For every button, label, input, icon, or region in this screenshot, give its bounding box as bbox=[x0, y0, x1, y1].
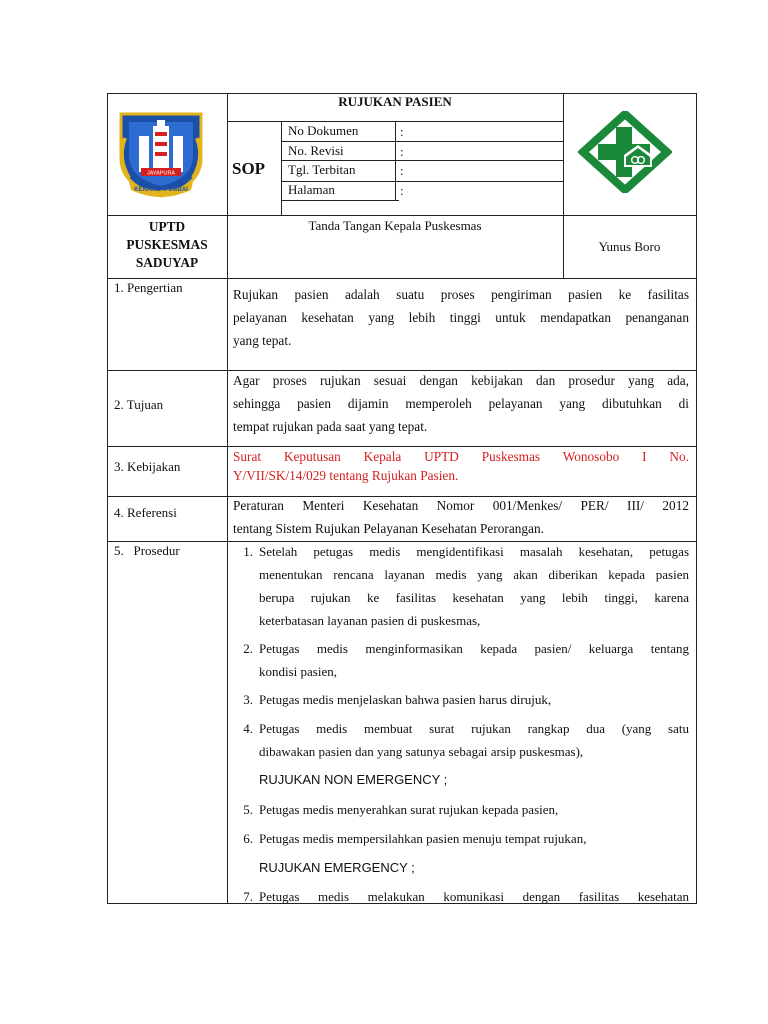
procedure-item-5 bbox=[233, 798, 689, 821]
procedure-num-5: 5. bbox=[243, 802, 253, 817]
pengertian-line-3: yang tepat. bbox=[233, 333, 292, 348]
frame-bottom bbox=[107, 903, 697, 904]
procedure-6-line-1: Petugas medis mempersilahkan pasien menuju tempat rujukan, bbox=[259, 831, 587, 846]
field-value-no-revisi: : bbox=[400, 144, 404, 159]
org-line-3: SADUYAP bbox=[135, 255, 199, 270]
kebijakan-text bbox=[233, 447, 689, 485]
org-line-2: PUSKESMAS bbox=[126, 237, 208, 252]
field-row-line-1 bbox=[281, 141, 563, 142]
procedure-1-line-1: Setelah petugas medis mengidentifikasi masalah kesehatan, petugas bbox=[259, 544, 689, 559]
procedure-num-4: 4. bbox=[243, 721, 253, 736]
procedure-num-3: 3. bbox=[243, 692, 253, 707]
procedure-num-2: 2. bbox=[243, 641, 253, 656]
referensi-line-2: tentang Sistem Rujukan Pelayanan Kesehatan Perorangan. bbox=[233, 521, 544, 536]
procedure-item-6 bbox=[233, 827, 689, 850]
procedure-num-1: 1. bbox=[243, 544, 253, 559]
section-label-referensi: 4. Referensi bbox=[114, 505, 177, 520]
procedure-4-line-2: dibawakan pasien dan yang satunya sebagai arsip puskesmas), bbox=[259, 744, 584, 759]
section-label-tujuan: 2. Tujuan bbox=[114, 397, 164, 412]
procedure-item-1 bbox=[233, 540, 689, 632]
tujuan-line-3: tempat rujukan pada saat yang tepat. bbox=[233, 419, 428, 434]
referensi-line-1: Peraturan Menteri Kesehatan Nomor 001/Menkes/ PER/ III/ 2012 bbox=[233, 498, 689, 513]
tujuan-text bbox=[233, 369, 689, 438]
procedure-2-line-1: Petugas medis menginformasikan kepada pasien/ keluarga tentang bbox=[259, 641, 689, 656]
signature-label: Tanda Tangan Kepala Puskesmas bbox=[308, 218, 482, 233]
emblem-banner-text: KENAMBAI UMBAI bbox=[134, 187, 188, 193]
procedure-num-7: 7. bbox=[243, 889, 253, 903]
head-name: Yunus Boro bbox=[598, 239, 661, 254]
kebijakan-line-1: Surat Keputusan Kepala UPTD Puskesmas Wonosobo I No. bbox=[233, 449, 689, 464]
procedure-item-7 bbox=[233, 885, 689, 903]
section-label-pengertian: 1. Pengertian bbox=[114, 280, 183, 295]
non-emergency-heading: RUJUKAN NON EMERGENCY ; bbox=[259, 772, 448, 787]
field-value-tgl-terbitan: : bbox=[400, 163, 404, 178]
field-bottom-line bbox=[281, 200, 399, 201]
section-label-prosedur: 5. Prosedur bbox=[114, 543, 180, 558]
document-title: RUJUKAN PASIEN bbox=[338, 94, 452, 109]
signature-row-bottom bbox=[107, 278, 697, 279]
pengertian-text bbox=[233, 283, 689, 352]
sop-label: SOP bbox=[232, 159, 266, 178]
procedure-item-4 bbox=[233, 717, 689, 763]
org-name bbox=[107, 218, 227, 272]
field-value-divider bbox=[395, 121, 396, 201]
org-line-1: UPTD bbox=[148, 219, 186, 234]
puskesmas-logo bbox=[578, 111, 672, 193]
referensi-text bbox=[233, 494, 689, 540]
tujuan-line-2: sehingga pasien dijamin memperoleh pelayanan yang dibutuhkan di bbox=[233, 396, 689, 411]
section-label-kebijakan: 3. Kebijakan bbox=[114, 459, 181, 474]
procedure-num-6: 6. bbox=[243, 831, 253, 846]
pengertian-line-1: Rujukan pasien adalah suatu proses pengiriman pasien ke fasilitas bbox=[233, 287, 689, 302]
field-value-no-dokumen: : bbox=[400, 124, 404, 139]
procedure-5-line-1: Petugas medis menyerahkan surat rujukan kepada pasien, bbox=[259, 802, 559, 817]
kebijakan-line-2: Y/VII/SK/14/029 tentang Rujukan Pasien. bbox=[233, 468, 459, 483]
field-row-line-2 bbox=[281, 160, 563, 161]
field-label-tgl-terbitan: Tgl. Terbitan bbox=[288, 162, 356, 177]
procedure-3-line-1: Petugas medis menjelaskan bahwa pasien harus dirujuk, bbox=[259, 692, 552, 707]
field-value-halaman: : bbox=[400, 183, 404, 198]
procedure-7-line-1: Petugas medis melakukan komunikasi dengan fasilitas kesehatan bbox=[259, 889, 689, 903]
field-label-halaman: Halaman bbox=[288, 182, 335, 197]
header-row-bottom bbox=[107, 215, 697, 216]
procedure-1-line-4: keterbatasan layanan pasien di puskesmas, bbox=[259, 613, 481, 628]
procedure-item-3 bbox=[233, 688, 689, 711]
procedure-1-line-3: berupa rujukan ke fasilitas kesehatan yang lebih tinggi, karena bbox=[259, 590, 689, 605]
regency-emblem-logo bbox=[115, 108, 207, 198]
procedure-2-line-2: kondisi pasien, bbox=[259, 664, 337, 679]
procedure-item-2 bbox=[233, 637, 689, 683]
field-label-no-dokumen: No Dokumen bbox=[288, 123, 359, 138]
field-label-no-revisi: No. Revisi bbox=[288, 143, 344, 158]
emblem-ribbon-text: JAYAPURA bbox=[146, 170, 176, 177]
tujuan-line-1: Agar proses rujukan sesuai dengan kebijakan dan prosedur yang ada, bbox=[233, 373, 689, 388]
procedure-4-line-1: Petugas medis membuat surat rujukan rangkap dua (yang satu bbox=[259, 721, 689, 736]
procedure-1-line-2: menentukan rencana layanan medis yang akan diberikan kepada pasien bbox=[259, 567, 689, 582]
emergency-heading: RUJUKAN EMERGENCY ; bbox=[259, 860, 415, 875]
pengertian-line-2: pelayanan kesehatan yang lebih tinggi untuk mendapatkan penanganan bbox=[233, 310, 689, 325]
